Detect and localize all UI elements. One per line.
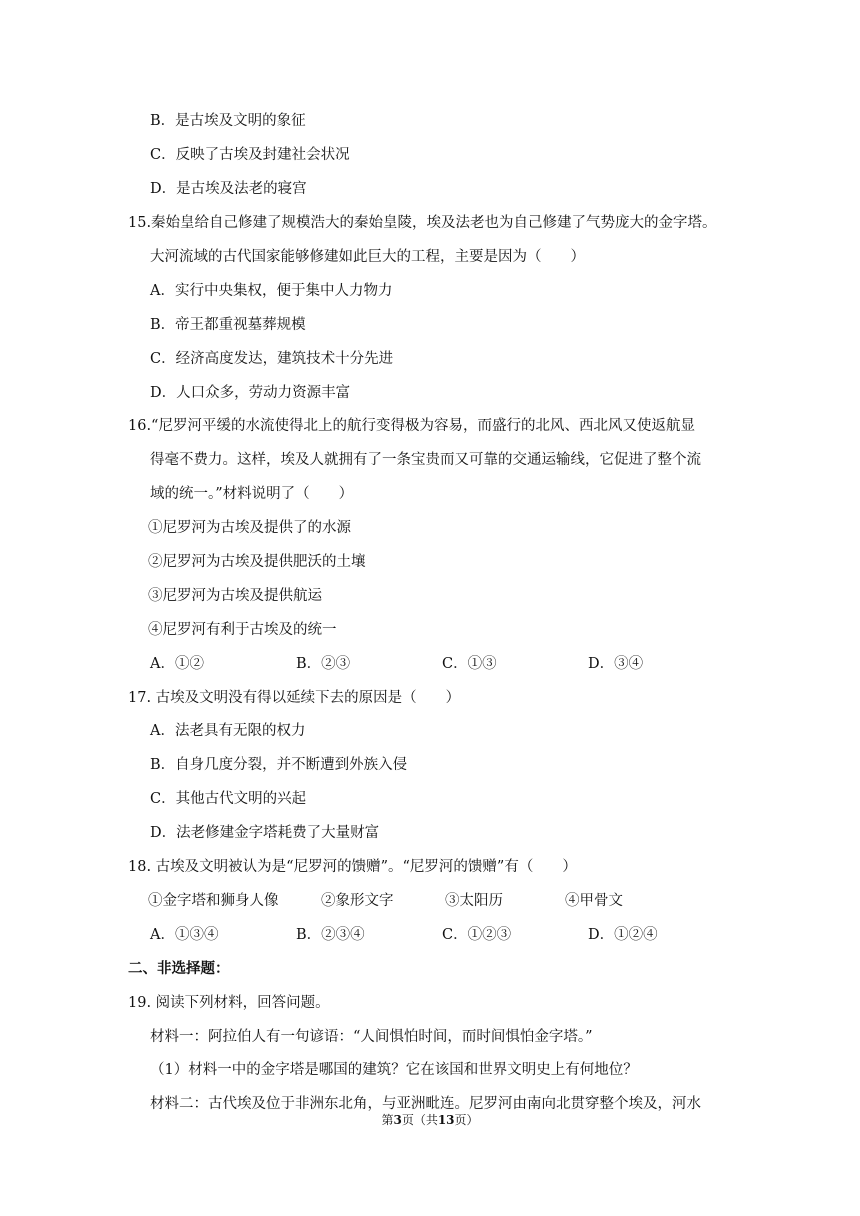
- q16-item-3: ③尼罗河为古埃及提供航运: [148, 588, 322, 604]
- q17-option-c: C．其他古代文明的兴起: [150, 791, 307, 807]
- q19-subquestion-1: （1）材料一中的金字塔是哪国的建筑？它在该国和世界文明史上有何地位？: [150, 1062, 638, 1078]
- q16-option-c: C．①③: [442, 656, 497, 672]
- q16-option-d: D．③④: [588, 656, 644, 672]
- q16-item-4: ④尼罗河有利于古埃及的统一: [148, 622, 337, 638]
- q18-item-4: ④甲骨文: [565, 893, 623, 909]
- q19-material-1: 材料一：阿拉伯人有一句谚语：“人间惧怕时间，而时间惧怕金字塔。”: [150, 1029, 593, 1045]
- footer-total-pages: 13: [437, 1113, 455, 1127]
- q16-stem-line-2: 得毫不费力。这样，埃及人就拥有了一条宝贵而又可靠的交通运输线，它促进了整个流: [150, 452, 701, 468]
- section-heading: 二、非选择题：: [128, 960, 230, 977]
- q15-stem-line-1: 15.秦始皇给自己修建了规模浩大的秦始皇陵，埃及法老也为自己修建了气势庞大的金字塔。: [128, 215, 717, 231]
- q18-option-d: D．①②④: [588, 927, 658, 943]
- q19-material-2: 材料二：古代埃及位于非洲东北角，与亚洲毗连。尼罗河由南向北贯穿整个埃及，河水: [150, 1096, 701, 1112]
- q17-option-d: D．法老修建金字塔耗费了大量财富: [150, 825, 380, 841]
- q14-option-b: B．是古埃及文明的象征: [150, 113, 306, 129]
- q15-option-c: C．经济高度发达，建筑技术十分先进: [150, 351, 394, 367]
- q18-stem: 18. 古埃及文明被认为是“尼罗河的馈赠”。“尼罗河的馈赠”有（ ）: [128, 859, 577, 875]
- q17-option-a: A．法老具有无限的权力: [150, 723, 306, 739]
- q15-option-d: D．人口众多，劳动力资源丰富: [150, 385, 351, 401]
- q19-stem: 19. 阅读下列材料，回答问题。: [128, 995, 330, 1011]
- footer-suffix: 页）: [454, 1113, 479, 1127]
- q18-item-2: ②象形文字: [321, 893, 394, 909]
- footer-page-number: 3: [393, 1113, 402, 1127]
- q15-option-b: B．帝王都重视墓葬规模: [150, 317, 306, 333]
- q15-stem-line-2: 大河流域的古代国家能够修建如此巨大的工程，主要是因为（ ）: [150, 249, 585, 265]
- q16-options-row: [150, 654, 734, 674]
- q18-option-c: C．①②③: [442, 927, 512, 943]
- q18-options-row: [150, 925, 734, 945]
- page-footer: [0, 1112, 860, 1128]
- q18-option-a: A．①③④: [150, 927, 219, 943]
- q16-stem-line-1: 16.“尼罗河平缓的水流使得北上的航行变得极为容易，而盛行的北风、西北风又使返航显: [128, 418, 695, 434]
- q18-item-3: ③太阳历: [445, 893, 503, 909]
- q18-option-b: B．②③④: [296, 927, 365, 943]
- q16-option-a: A．①②: [150, 656, 204, 672]
- q16-option-b: B．②③: [296, 656, 351, 672]
- q17-option-b: B．自身几度分裂，并不断遭到外族入侵: [150, 757, 408, 773]
- footer-middle: 页（共: [401, 1113, 438, 1127]
- q16-item-2: ②尼罗河为古埃及提供肥沃的土壤: [148, 554, 366, 570]
- q18-item-1: ①金字塔和狮身人像: [148, 893, 279, 909]
- q14-option-d: D．是古埃及法老的寝宫: [150, 181, 307, 197]
- q15-option-a: A．实行中央集权，便于集中人力物力: [150, 283, 393, 299]
- q16-stem-line-3: 域的统一。”材料说明了（ ）: [150, 486, 354, 502]
- q18-items-row: [148, 891, 665, 911]
- q16-item-1: ①尼罗河为古埃及提供了的水源: [148, 520, 351, 536]
- footer-prefix: 第: [381, 1113, 394, 1127]
- q17-stem: 17. 古埃及文明没有得以延续下去的原因是（ ）: [128, 690, 461, 706]
- q14-option-c: C．反映了古埃及封建社会状况: [150, 147, 350, 163]
